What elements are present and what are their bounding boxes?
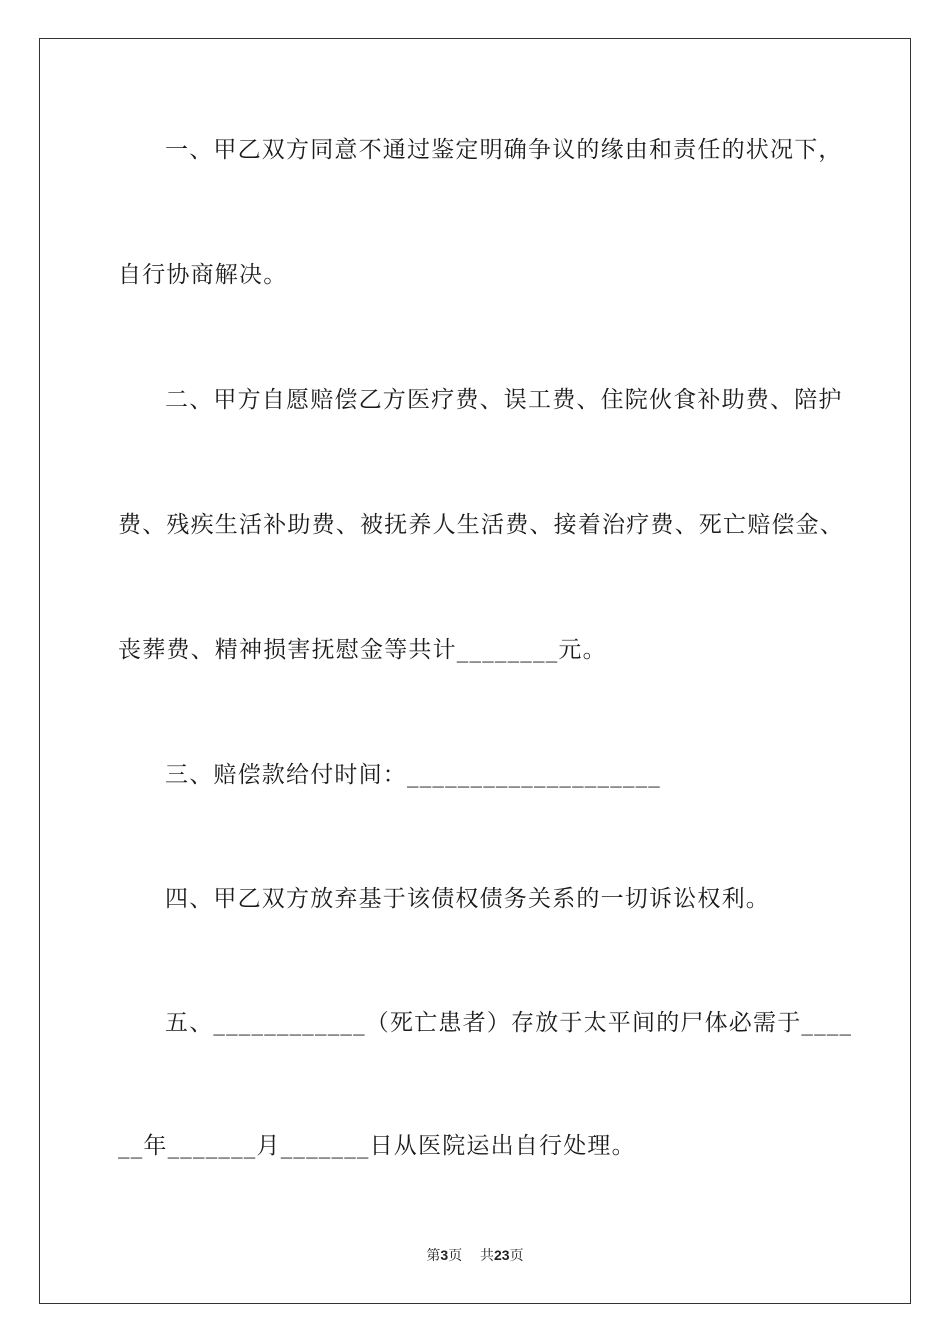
total-suffix: 页 [509,1248,524,1264]
page-prefix: 第 [426,1248,441,1264]
clause-5-line-2: __年_______月_______日从医院运出自行处理。 [118,1133,636,1159]
clause-1-line-2: 自行协商解决。 [118,262,288,288]
page-footer [0,1246,950,1265]
page-number: 3 [440,1247,449,1263]
clause-4-line-1: 四、甲乙双方放弃基于该债权债务关系的一切诉讼权利。 [165,886,770,912]
clause-2-line-2: 费、残疾生活补助费、被抚养人生活费、接着治疗费、死亡赔偿金、 [118,512,844,538]
page-frame [39,38,911,1304]
clause-2-line-3: 丧葬费、精神损害抚慰金等共计________元。 [118,637,607,663]
total-prefix: 共 [480,1248,495,1264]
clause-1-line-1: 一、甲乙双方同意不通过鉴定明确争议的缘由和责任的状况下， [165,137,843,163]
clause-3-line-1: 三、赔偿款给付时间：____________________ [165,762,661,788]
total-pages: 23 [494,1247,510,1263]
clause-2-line-1: 二、甲方自愿赔偿乙方医疗费、误工费、住院伙食补助费、陪护 [165,387,843,413]
clause-5-line-1: 五、____________（死亡患者）存放于太平间的尸体必需于____ [165,1010,853,1036]
page-suffix: 页 [448,1248,463,1264]
